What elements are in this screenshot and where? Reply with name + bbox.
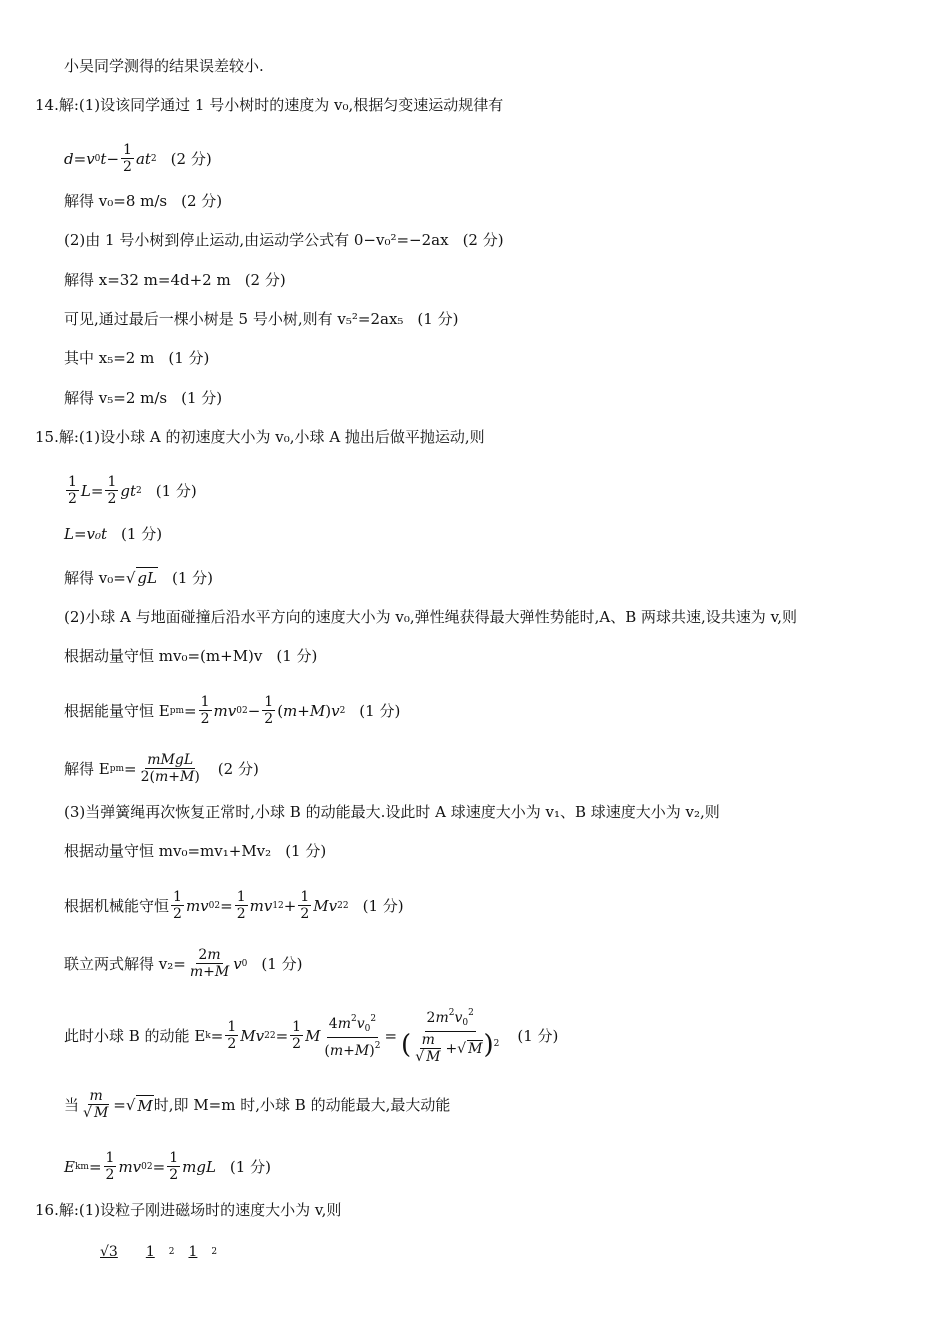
question-16-intro: 16.解:(1)设粒子刚进磁场时的速度大小为 v,则 — [35, 1201, 342, 1219]
equation-epm: 解得 E pm = $\frac{\text{mMgL}}{2(m+M)}$ (2 分) — [64, 752, 259, 785]
equation-text: 解得 v₀=8 m/s — [64, 192, 168, 210]
text: 解得 x=32 m=4d+2 m — [64, 271, 231, 289]
text: (2)由 1 号小树到停止运动,由运动学公式有 0−v₀²=−2ax — [64, 231, 449, 249]
score: (1 分) — [362, 897, 404, 915]
equation-x — [64, 270, 286, 290]
score: (2 分) — [170, 150, 212, 168]
equation-momentum-2 — [64, 841, 326, 861]
equation-x5 — [64, 348, 209, 368]
score: (2 分) — [244, 271, 286, 289]
text: 根据机械能守恒 — [64, 897, 170, 915]
equation-l — [64, 524, 162, 544]
score: (1 分) — [517, 1026, 559, 1045]
score: (1 分) — [181, 389, 223, 407]
question-14-intro: 14.解:(1)设该同学通过 1 号小树时的速度为 v₀,根据匀变速运动规律有 — [35, 96, 504, 114]
question-15-intro: 15.解:(1)设小球 A 的初速度大小为 v₀,小球 A 抛出后做平抛运动,则 — [35, 428, 485, 446]
equation-v5 — [64, 388, 222, 408]
score: (1 分) — [276, 647, 318, 665]
score: (2 分) — [181, 192, 223, 210]
equation-v2: 联立两式解得 v₂= $\frac{2m}{m+M}$ v 0 (1 分) — [64, 947, 303, 980]
text: 根据能量守恒 E — [64, 702, 170, 720]
question-14-visible — [64, 309, 458, 329]
score: (1 分) — [155, 482, 197, 500]
score: (1 分) — [261, 955, 303, 973]
score: (2 分) — [217, 760, 259, 778]
score: (1 分) — [121, 525, 163, 543]
equation-energy: 根据能量守恒 E pm = $\frac{1}{2}$ mv 0 2 − $\frac{1}{2}$ ( m + M ) v 2 (1 分) — [64, 694, 401, 727]
text: 根据动量守恒 mv₀=mv₁+Mv₂ — [64, 842, 272, 860]
score: (1 分) — [417, 310, 459, 328]
score: (1 分) — [168, 349, 210, 367]
text: 解得 E — [64, 760, 110, 778]
text: L=v₀t — [64, 525, 108, 543]
equation-ekm: E km = $\frac{1}{2}$ mv 0 2 = $\frac{1}{2}$ mgL (1 分) — [64, 1150, 271, 1183]
score: (1 分) — [359, 702, 401, 720]
text: 解得 v₅=2 m/s — [64, 389, 168, 407]
score: (1 分) — [285, 842, 327, 860]
text: 其中 x₅=2 m — [64, 349, 155, 367]
text: 联立两式解得 v₂= — [64, 955, 186, 973]
equation-half-l: $\frac{1}{2}$ L = $\frac{1}{2}$ gt 2 (1 分) — [68, 474, 197, 507]
question-15-part3: (3)当弹簧绳再次恢复正常时,小球 B 的动能最大.设此时 A 球速度大小为 v₁、B 球速度大小为 v₂,则 — [64, 803, 720, 821]
text: 解得 v₀= — [64, 568, 126, 587]
equation-d: d = v 0 t − $\frac{1}{2}$ at 2 (2 分) — [64, 142, 212, 175]
equation-partial-cut: √3 1 2 1 2 — [100, 1244, 218, 1260]
text: 根据动量守恒 mv₀=(m+M)v — [64, 647, 263, 665]
score: (2 分) — [462, 231, 504, 249]
question-14-part2 — [64, 230, 504, 250]
equation-ek: 此时小球 B 的动能 E k = $\frac{1}{2}$ Mv 2 2 = $\frac{1}{2}$ M $\frac{4m^2v_0^2}{(m+M)^2}$ = $2m^2v_0^2$ ( $\frac{m}{√ M}$ +√ M)$^2$ (1 分) — [64, 1005, 558, 1066]
equation-v0 — [64, 191, 222, 211]
text: 可见,通过最后一棵小树是 5 号小树,则有 v₅²=2ax₅ — [64, 310, 404, 328]
score: (1 分) — [171, 568, 213, 587]
text: 时,即 M=m 时,小球 B 的动能最大,最大动能 — [153, 1096, 451, 1114]
score: (1 分) — [229, 1158, 271, 1176]
question-15-part2: (2)小球 A 与地面碰撞后沿水平方向的速度大小为 v₀,弹性绳获得最大弹性势能时,A、B 两球共速,设共速为 v,则 — [64, 608, 798, 626]
equation-v0-sqrt: 解得 v₀= √ gL (1 分) — [64, 568, 213, 587]
text-line: 小吴同学测得的结果误差较小. — [64, 57, 264, 75]
equation-momentum — [64, 646, 317, 666]
text: 此时小球 B 的动能 E — [64, 1026, 206, 1045]
equation-when: 当 $\frac{m}{√ M}$ =√ M 时,即 M=m 时,小球 B 的动能最大,最大动能 — [64, 1088, 451, 1121]
text: 当 — [64, 1096, 80, 1114]
equation-mechanical: 根据机械能守恒 $\frac{1}{2}$ mv 0 2 = $\frac{1}{2}$ mv 1 2 + $\frac{1}{2}$ Mv 2 2 (1 分) — [64, 889, 404, 922]
